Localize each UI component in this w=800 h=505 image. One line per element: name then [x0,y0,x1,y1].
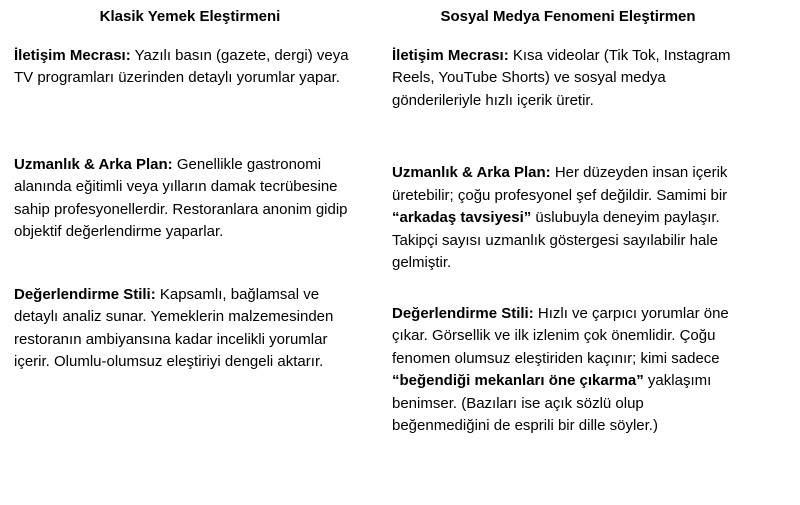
classic-expertise-text: Genellikle gastronomi alanında eğitimli veya yılların damak tecrübesine sahip profesyonellerdir. Restoranlara anonim gidip objektif değerlendirme yaparlar. [14,155,348,241]
social-expertise-text: Her düzeyden insan içerik üretebilir; çoğu profesyonel şef değildir. Samimi bir [392,164,728,204]
social-review-style-text-after: yaklaşımı benimser. (Bazıları ise açık sözlü olup beğenmediğini de esprili bir dille söyler.) [392,372,712,435]
social-expertise-quote: “arkadaş tavsiyesi” [392,209,532,227]
classic-communication-text: Yazılı basın (gazete, dergi) veya TV programları üzerinden detaylı yorumlar yapar. [14,46,349,87]
classic-communication-block [14,45,366,90]
classic-review-style-text: Kapsamlı, bağlamsal ve detaylı analiz sunar. Yemeklerin malzemesinden restoranın ambiyansına kadar incelikli yorumlar içerir. Olumlu-olumsuz eleştiriyi dengeli aktarır. [14,285,334,371]
column-classic-critic [14,8,366,374]
column-heading-social: Sosyal Medya Fenomeni Eleştirmen [440,8,696,25]
social-communication-block [392,45,744,113]
classic-expertise-label: Uzmanlık & Arka Plan: [14,155,173,173]
social-expertise-label: Uzmanlık & Arka Plan: [392,164,551,182]
social-review-style-text: Hızlı ve çarpıcı yorumlar öne çıkar. Görsellik ve ilk izlenim çok önemlidir. Çoğu fenomen olumsuz eleştiriden kaçınır; kimi sadece [392,304,729,367]
classic-communication-label: İletişim Mecrası: [14,46,131,64]
column-social-media-critic [392,8,744,438]
social-review-style-block [392,303,744,438]
social-communication-text: Kısa videolar (Tik Tok, Instagram Reels, YouTube Shorts) ve sosyal medya gönderileriyle hızlı içerik üretir. [392,46,731,109]
classic-review-style-label: Değerlendirme Stili: [14,285,156,303]
classic-review-style-block [14,284,366,374]
column-heading-classic: Klasik Yemek Eleştirmeni [99,8,281,25]
social-expertise-text-after: üslubuyla deneyim paylaşır. Takipçi sayısı uzmanlık göstergesi sayılabilir hale gelmiştir. [392,209,720,272]
social-review-style-quote: “beğendiği mekanları öne çıkarma” [392,372,644,390]
social-expertise-block [392,162,744,275]
classic-expertise-block [14,154,366,244]
comparison-columns [14,8,786,438]
social-communication-label: İletişim Mecrası: [392,46,509,64]
social-review-style-label: Değerlendirme Stili: [392,304,534,322]
